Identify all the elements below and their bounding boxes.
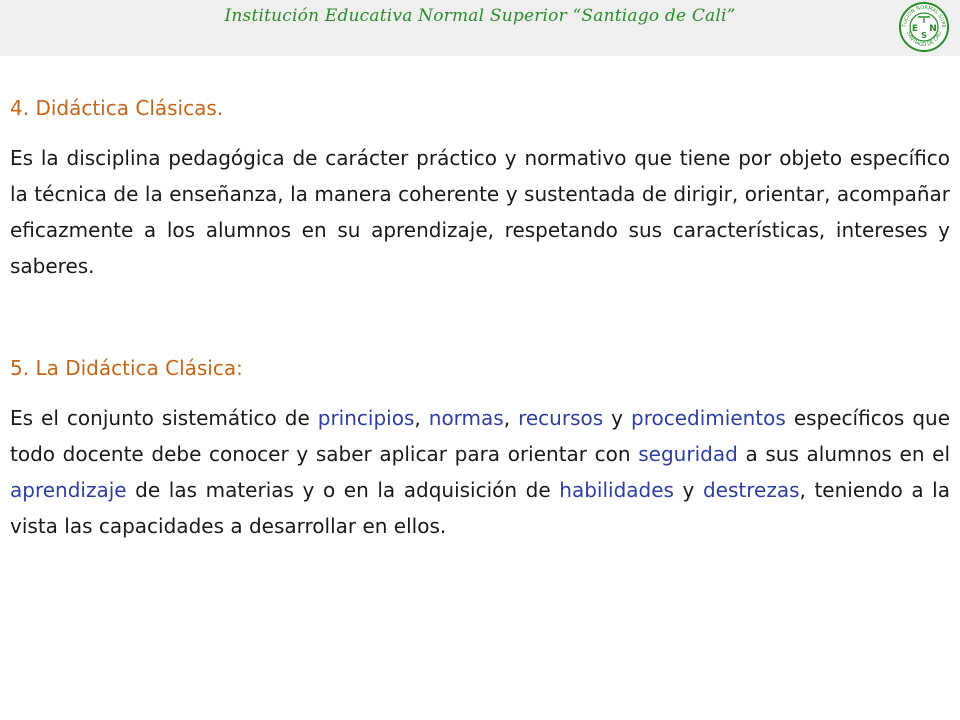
- text-segment: ,: [414, 406, 429, 430]
- seal-letter-e: E: [911, 24, 919, 34]
- seal-letter-i: I: [922, 17, 926, 25]
- term-normas: normas: [428, 406, 504, 430]
- text-segment: a sus alumnos en el: [737, 442, 951, 466]
- term-aprendizaje: aprendizaje: [10, 478, 127, 502]
- term-habilidades: habilidades: [559, 478, 674, 502]
- term-destrezas: destrezas: [702, 478, 800, 502]
- seal-letter-n: N: [929, 24, 937, 34]
- text-segment: específicos que todo docente debe conocer y saber aplicar para orientar con: [10, 406, 951, 466]
- term-principios: principios: [317, 406, 415, 430]
- section-4-heading: 4. Didáctica Clásicas.: [10, 96, 224, 120]
- section-4-paragraph: Es la disciplina pedagógica de carácter práctico y normativo que tiene por objeto específico la técnica de la enseñanza, la manera coherente y sustentada de dirigir, orientar, acompañar eficazmente a los alumnos en su aprendizaje, respetando sus características, intereses y saberes.: [10, 146, 950, 278]
- header-bar: [0, 0, 960, 56]
- term-procedimientos: procedimientos: [631, 406, 786, 430]
- text-segment: y: [673, 478, 703, 502]
- slide-content: [10, 96, 950, 544]
- section-5-paragraph: [10, 400, 950, 544]
- term-recursos: recursos: [518, 406, 604, 430]
- institution-title: Institución Educativa Normal Superior “Santiago de Cali”: [224, 6, 736, 26]
- institution-seal-logo: [898, 1, 950, 53]
- seal-bottom-text: SANTIAGO DE CALI: [905, 30, 943, 49]
- text-segment: , teniendo a la vista las capacidades a desarrollar en ellos.: [10, 478, 950, 538]
- seal-top-text: TUCIÓN NORMAL SUPE: [901, 4, 947, 28]
- section-5-heading: 5. La Didáctica Clásica:: [10, 356, 243, 380]
- text-segment: ,: [503, 406, 519, 430]
- term-seguridad: seguridad: [638, 442, 738, 466]
- seal-letter-s: S: [921, 31, 927, 40]
- text-segment: y: [603, 406, 632, 430]
- text-segment: Es el conjunto sistemático de: [10, 406, 318, 430]
- text-segment: de las materias y o en la adquisición de: [126, 478, 560, 502]
